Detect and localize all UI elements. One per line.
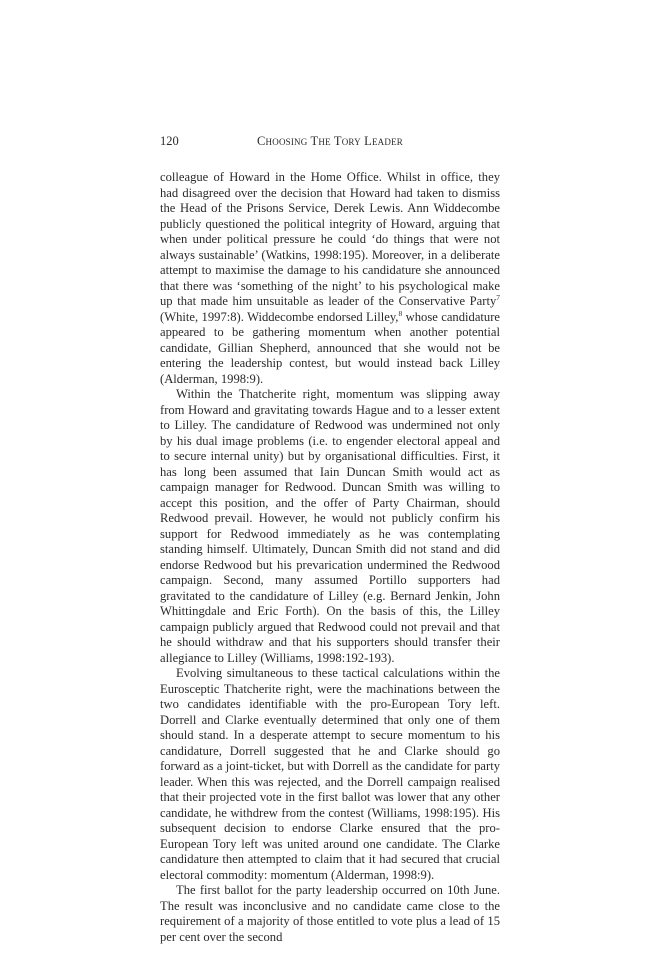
paragraph-1-text-b: (White, 1997:8). Widdecombe endorsed Lilley, [160,309,399,324]
footnote-marker-8: 8 [398,308,403,318]
footnote-marker-7: 7 [496,292,500,302]
paragraph-1-text-c: whose candidature appeared to be gathering momentum when another potential candidate, Gillian Shepherd, announced that she would not be entering the leadership contest, but would instead back Lilley (Alderman, 1998:9). [160,309,500,386]
paragraph-4: The first ballot for the party leadership occurred on 10th June. The result was inconclusive and no candidate came close to the requirement of a majority of those entitled to vote plus a lead of 15 per cent over the second [160,883,500,944]
paragraph-3: Evolving simultaneous to these tactical calculations within the Eurosceptic Thatcherite right, were the machinations between the two candidates identifiable with the pro-European Tory left. Dorrell and Clarke eventually determined that only one of them should stand. In a desperate attempt to secure momentum to his candidature, Dorrell suggested that he and Clarke should go forward as a joint-ticket, but with Dorrell as the candidate for party leader. When this was rejected, and the Dorrell campaign realised that their projected vote in the first ballot was lower that any other candidate, he withdrew from the contest (Williams, 1998:195). His subsequent decision to endorse Clarke ensured that the pro-European Tory left was united around one candidate. The Clarke candidature then attempted to claim that it had secured that crucial electoral commodity: momentum (Alderman, 1998:9). [160,666,500,882]
running-head [160,133,500,149]
page-number: 120 [160,134,179,148]
paragraph-1 [160,170,500,387]
paragraph-2: Within the Thatcherite right, momentum was slipping away from Howard and gravitating towards Hague and to a lesser extent to Lilley. The candidature of Redwood was undermined not only by his dual image problems (i.e. to engender electoral appeal and to secure internal unity) but by organisational difficulties. First, it has long been assumed that Iain Duncan Smith would act as campaign manager for Redwood. Duncan Smith was willing to accept this position, and the offer of Party Chairman, should Redwood prevail. However, he would not publicly confirm his support for Redwood immediately as he was contemplating standing himself. Ultimately, Duncan Smith did not stand and did endorse Redwood but his prevarication undermined the Redwood campaign. Second, many assumed Portillo supporters had gravitated to the candidature of Lilley (e.g. Bernard Jenkin, John Whittingdale and Eric Forth). On the basis of this, the Lilley campaign publicly argued that Redwood could not prevail and that he should withdraw and that his supporters should transfer their allegiance to Lilley (Williams, 1998:192-193). [160,387,500,665]
body-text [160,170,500,945]
paragraph-1-text-a: colleague of Howard in the Home Office. Whilst in office, they had disagreed over the decision that Howard had taken to dismiss the Head of the Prisons Service, Derek Lewis. Ann Widdecombe publicly questioned the political integrity of Howard, arguing that when under political pressure he could ‘do things that were not always sustainable’ (Watkins, 1998:195). Moreover, in a deliberate attempt to maximise the damage to his candidature she announced that there was ‘something of the night’ to his psychological make up that made him unsuitable as leader of the Conservative Party [160,170,500,308]
running-title: Choosing The Tory Leader [257,134,403,148]
